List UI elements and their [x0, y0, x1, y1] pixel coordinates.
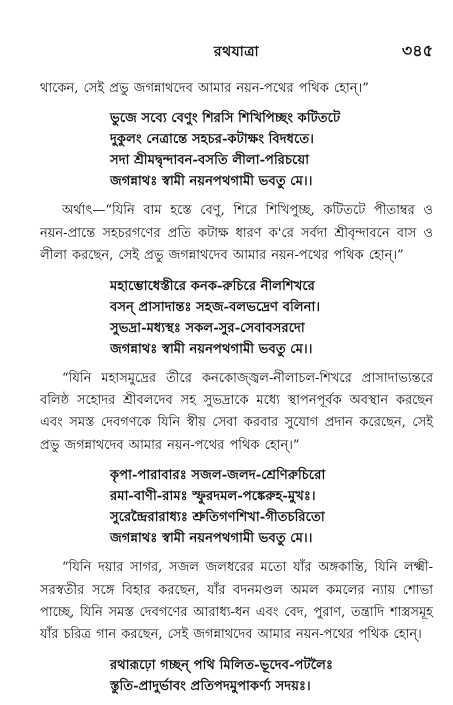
verse-line: সুভদ্রা-মধ্যস্থঃ সকল-সুর-সেবাবসরদো	[110, 320, 305, 336]
running-head: রথযাত্রা	[213, 44, 260, 60]
verse-line: রথারূঢ়ো গচ্ছন্ পথি মিলিত-ভূদেব-পটলৈঃ	[110, 657, 334, 673]
verse-line: জগন্নাথঃ স্বামী নয়নপথগামী ভবতু মে।।	[110, 531, 313, 547]
verse-block	[110, 276, 433, 360]
verse-line: জগন্নাথঃ স্বামী নয়নপথগামী ভবতু মে।।	[110, 341, 313, 357]
verse-block	[110, 465, 433, 549]
page-number: ৩৪৫	[401, 41, 433, 60]
verse-block	[110, 655, 433, 697]
paragraph: “যিনি দয়ার সাগর, সজল জলধরের মতো যাঁর অঙ্গকান্তি, যিনি লক্ষ্মী-সরস্বতীর সঙ্গে বিহার করছেন, যাঁর বদনমণ্ডল অমল কমলের ন্যায় শোভা পাচ্ছে, যিনি সমস্ত দেবগণের আরাধ্য-ধন এবং বেদ, পুরাণ, তন্ত্রাদি শাস্ত্রসমূহ যাঁর চরিত্র গান করছেন, সেই জগন্নাথদেব আমার নয়ন-পথের পথিক হোন্।	[40, 560, 433, 643]
paragraph: “যিনি মহাসমুদ্রের তীরে কনকোজ্জ্বল-নীলাচল-শিখরে প্রাসাদাভ্যন্তরে বলিষ্ঠ সহোদর শ্রীবলদেব সহ সুভদ্রাকে মধ্যে স্থাপনপূর্বক অবস্থান করছেন এবং সমস্ত দেবগণকে যিনি স্বীয় সেবা করবার সুযোগ প্রদান করেছেন, সেই প্রভু জগন্নাথদেব আমার নয়ন-পথের পথিক হোন্।”	[40, 370, 433, 453]
paragraph: থাকেন, সেই প্রভু জগন্নাথদেব আমার নয়ন-পথের পথিক হোন্।”	[40, 81, 369, 96]
verse-line: বসন্ প্রাসাদান্তঃ সহজ-বলভদ্রেণ বলিনা।	[110, 299, 321, 315]
page-header	[40, 40, 433, 60]
verse-line: রমা-বাণী-রামঃ স্ফুরদমল-পঙ্কেরুহ-মুখঃ।	[110, 489, 316, 505]
verse-line: ভুজে সব্যে বেণুং শিরসি শিখিপিচ্ছং কটিতটে	[110, 111, 341, 127]
verse-line: সুরেন্দ্রৈরারাধ্যঃ শ্রুতিগণশিখা-গীতচরিতো	[110, 510, 325, 526]
paragraph: অর্থাৎ—“যিনি বাম হস্তে বেণু, শিরে শিখিপুচ্ছ, কটিতটে পীতাম্বর ও নয়ন-প্রান্তে সহচরগণের প্রতি কটাক্ষ ধারণ ক'রে সর্বদা শ্রীবৃন্দাবনে বাস ও লীলা করছেন, সেই প্রভু জগন্নাথদেব আমার নয়ন-পথের পথিক হোন্।”	[40, 203, 433, 264]
verse-line: কৃপা-পারাবারঃ সজল-জলদ-শ্রেণিরুচিরো	[110, 468, 326, 484]
page-body	[40, 78, 433, 705]
verse-line: মহাম্ভোধেস্তীরে কনক-রুচিরে নীলশিখরে	[110, 278, 315, 294]
verse-line: স্তুতি-প্রাদুর্ভাবং প্রতিপদমুপাকর্ণ্য সদয়ঃ।	[110, 678, 311, 694]
verse-line: দুকুলং নেত্রান্তে সহচর-কটাক্ষং বিদধতে।	[110, 132, 314, 148]
verse-line: জগন্নাথঃ স্বামী নয়নপথগামী ভবতু মে।।	[110, 174, 313, 190]
verse-block	[110, 108, 433, 192]
verse-line: সদা শ্রীমদ্বৃন্দাবন-বসতি লীলা-পরিচয়ো	[110, 153, 310, 169]
